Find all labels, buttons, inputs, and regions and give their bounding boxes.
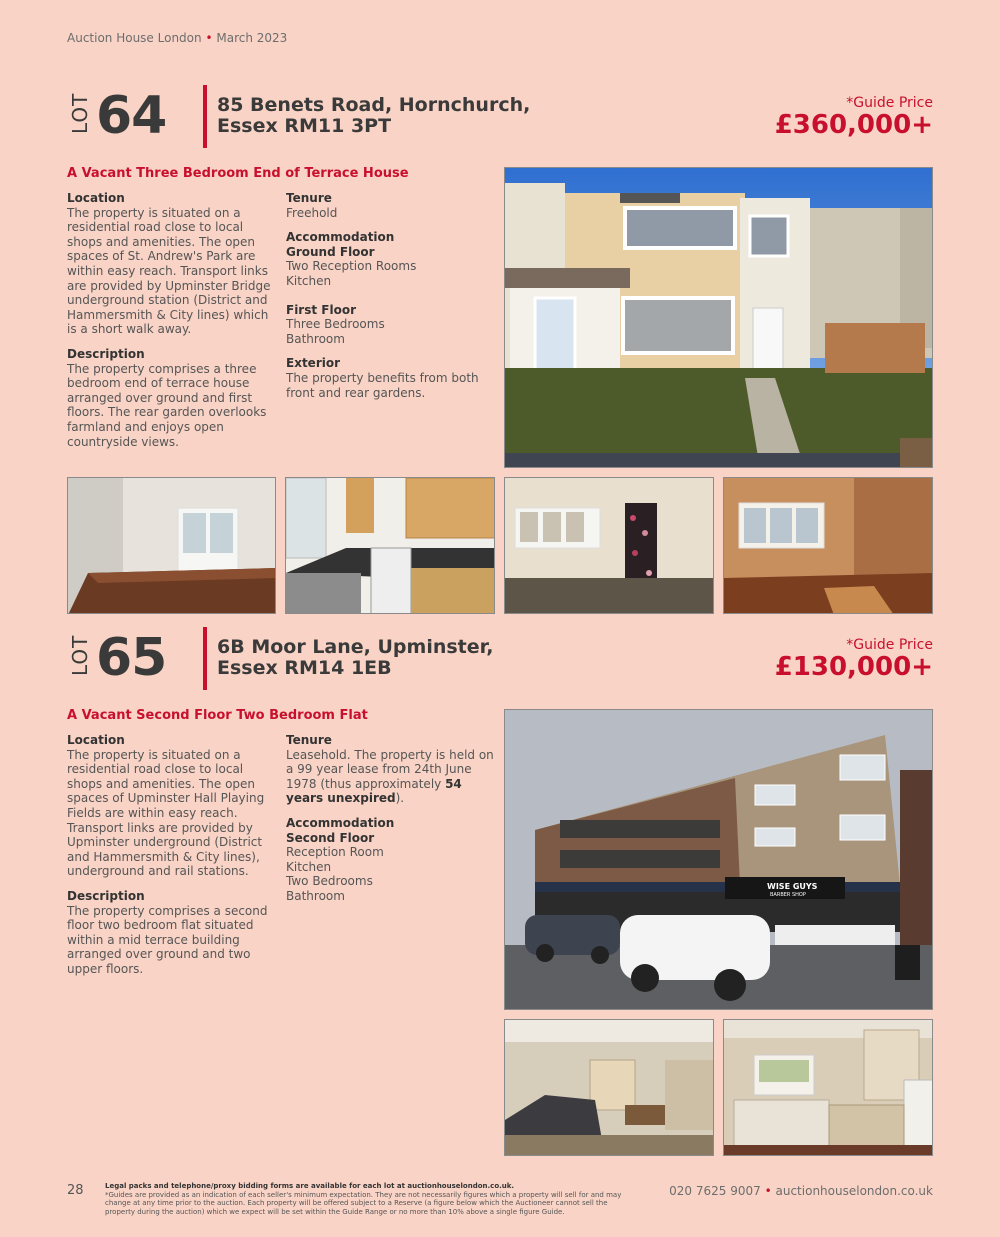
lot-left-column: [67, 733, 279, 987]
first-floor-heading: First Floor: [286, 302, 357, 317]
guide-price: £130,000+: [774, 652, 933, 682]
accommodation-heading: Accommodation: [286, 230, 395, 245]
lot-divider-bar: [203, 85, 207, 148]
second-floor-item: Two Bedrooms: [286, 874, 373, 889]
description-text: The property comprises a second floor two bedroom flat situated within a mid terrace building arranged over ground and two upper floors.: [67, 903, 268, 976]
address-line-1: 6B Moor Lane, Upminster,: [217, 636, 494, 658]
location-text: The property is situated on a residential road close to local shops and amenities. The open spaces of Upminster Hall Playing Fields are within easy reach. Transport links are provided by Upminster underground (District and Hammersmith & City lines), underground and rail stations.: [67, 747, 265, 879]
lot-number: 64: [96, 86, 167, 146]
exterior-text: The property benefits from both front and rear gardens.: [286, 370, 479, 400]
guide-price-label: *Guide Price: [846, 95, 933, 111]
exterior-heading: Exterior: [286, 356, 341, 371]
lot-address: [217, 95, 530, 137]
ground-floor-item: Two Reception Rooms: [286, 259, 417, 274]
description-text: The property comprises a three bedroom end of terrace house arranged over ground and first floors. The rear garden overlooks farmland and enjoys open countryside views.: [67, 361, 267, 449]
flat-exterior-image: [505, 710, 933, 1010]
ground-floor-item: Kitchen: [286, 273, 332, 288]
kitchen-image: [286, 478, 495, 614]
lot-left-column: [67, 191, 279, 459]
footer-notes: [105, 1182, 630, 1216]
photo-kitchen: [285, 477, 495, 614]
lot-right-column: [286, 733, 498, 914]
issue-date: March 2023: [216, 31, 288, 45]
second-floor-item: Bathroom: [286, 888, 345, 903]
tenure-unexpired: 54 years unexpired: [286, 776, 462, 806]
first-floor-item: Three Bedrooms: [286, 317, 385, 332]
photo-kitchen: [723, 1019, 933, 1156]
address-line-1: 85 Benets Road, Hornchurch,: [217, 94, 531, 116]
guide-disclaimer: *Guides are provided as an indication of each seller's minimum expectation. They are not necessarily figures which a property will sell for and may change at any time prior to the auction. Each property will be offered subject to a Reserve (a figure below which the Auctioneer cannot sell the property during the auction) which we expect will be set within the Guide Range or no more than 10% above a single figure Guide.: [105, 1190, 622, 1216]
lot-number: 65: [96, 628, 167, 688]
bay-window-room-image: [724, 478, 933, 614]
lot-divider-bar: [203, 627, 207, 690]
tenure-text: Freehold: [286, 205, 338, 220]
lot-label: LOT: [68, 92, 92, 134]
phone-number[interactable]: 020 7625 9007: [669, 1184, 761, 1198]
bedroom-image: [505, 478, 714, 614]
shop-sign-subtext: BARBER SHOP: [770, 892, 806, 898]
lot-subtitle: A Vacant Three Bedroom End of Terrace House: [67, 166, 409, 181]
reception-room-image: [68, 478, 276, 614]
publisher-name: Auction House London: [67, 31, 202, 45]
main-photo-house-exterior: [504, 167, 933, 468]
photo-reception-room: [67, 477, 276, 614]
main-photo-flat-exterior: [504, 709, 933, 1010]
location-heading: Location: [67, 733, 125, 747]
lot-address: [217, 637, 493, 679]
tenure-heading: Tenure: [286, 191, 332, 205]
first-floor-item: Bathroom: [286, 331, 345, 346]
second-floor-item: Reception Room: [286, 845, 384, 860]
reception-room-image: [505, 1020, 714, 1156]
shop-sign-text: WISE GUYS: [767, 882, 818, 891]
description-heading: Description: [67, 346, 145, 361]
contact-separator: •: [764, 1184, 772, 1198]
footer-contact: [669, 1184, 933, 1198]
accommodation-heading: Accommodation: [286, 815, 395, 830]
address-line-2: Essex RM14 1EB: [217, 657, 392, 679]
guide-price: £360,000+: [774, 110, 933, 140]
tenure-text: Leasehold. The property is held on a 99 year lease from 24th June 1978 (thus approximately: [286, 747, 494, 791]
second-floor-heading: Second Floor: [286, 830, 375, 845]
address-line-2: Essex RM11 3PT: [217, 115, 392, 137]
lot-right-column: [286, 191, 491, 410]
second-floor-item: Kitchen: [286, 859, 332, 874]
tenure-heading: Tenure: [286, 733, 332, 747]
lot-subtitle: A Vacant Second Floor Two Bedroom Flat: [67, 708, 368, 723]
photo-bay-window-room: [723, 477, 933, 614]
legal-packs-note: Legal packs and telephone/proxy bidding forms are available for each lot at auctionhouselondon.co.uk.: [105, 1182, 515, 1190]
photo-reception-room: [504, 1019, 714, 1156]
tenure-text-end: ).: [395, 791, 405, 806]
header-separator: •: [205, 31, 213, 45]
page-header: [67, 31, 287, 45]
website-link[interactable]: auctionhouselondon.co.uk: [775, 1184, 933, 1198]
photo-bedroom-wallpaper: [504, 477, 714, 614]
house-exterior-image: [505, 168, 933, 468]
page-number: 28: [67, 1183, 84, 1198]
location-text: The property is situated on a residential road close to local shops and amenities. The open spaces of St. Andrew's Park are within easy reach. Transport links are provided by Upminster Bridge underground station (District and Hammersmith & City lines) which is a short walk away.: [67, 205, 271, 337]
description-heading: Description: [67, 888, 145, 903]
kitchen-image: [724, 1020, 933, 1156]
lot-label: LOT: [68, 634, 92, 676]
location-heading: Location: [67, 191, 125, 205]
ground-floor-heading: Ground Floor: [286, 244, 375, 259]
guide-price-label: *Guide Price: [846, 637, 933, 653]
